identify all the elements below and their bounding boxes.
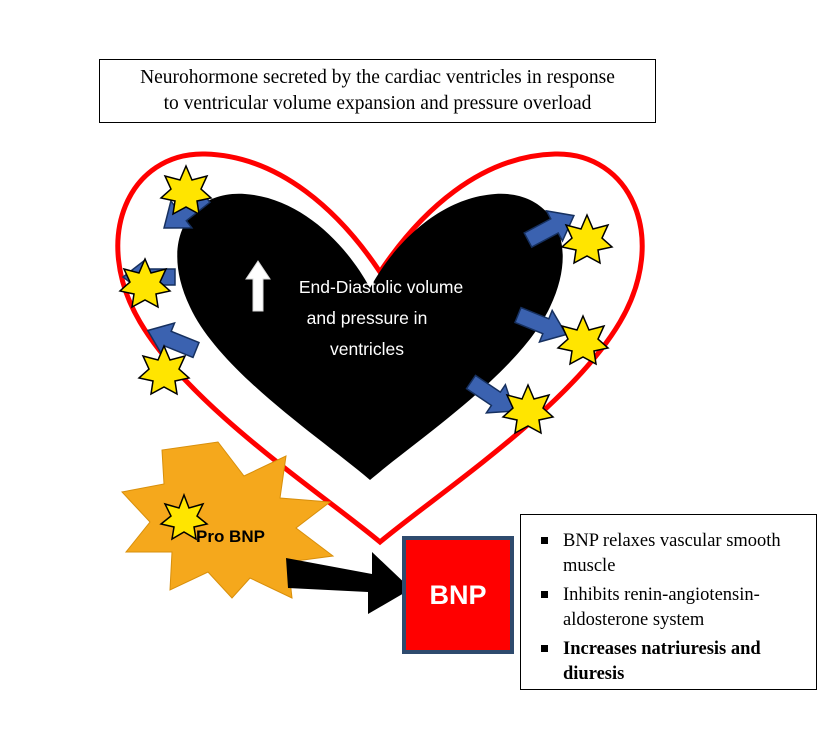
square-bullet-icon — [541, 537, 548, 544]
caption-box — [99, 59, 656, 123]
effects-list — [537, 529, 804, 687]
square-bullet-icon — [541, 645, 548, 652]
bnp-box — [402, 536, 514, 654]
edv-line-3: ventricles — [330, 339, 404, 359]
conversion-arrow-icon — [286, 552, 411, 614]
heart-fill-path — [177, 194, 562, 480]
caption-line-1: Neurohormone secreted by the cardiac ventricles in response — [140, 67, 615, 88]
edv-line-1: End-Diastolic volume — [298, 277, 464, 297]
list-item — [537, 637, 804, 687]
square-bullet-icon — [541, 591, 548, 598]
effect-text: Inhibits renin-angiotensin-aldosterone system — [563, 585, 760, 630]
effect-text: Increases natriuresis and diuresis — [563, 639, 761, 684]
up-arrow-icon — [245, 259, 271, 313]
pro-bnp-label: Pro BNP — [196, 527, 265, 546]
caption-line-2: to ventricular volume expansion and pressure overload — [163, 93, 592, 114]
bnp-label: BNP — [429, 579, 487, 610]
edv-line-2: and pressure in — [306, 308, 428, 328]
list-item — [537, 529, 804, 579]
effect-text: BNP relaxes vascular smooth muscle — [563, 531, 781, 576]
effects-box — [520, 514, 817, 690]
list-item — [537, 583, 804, 633]
